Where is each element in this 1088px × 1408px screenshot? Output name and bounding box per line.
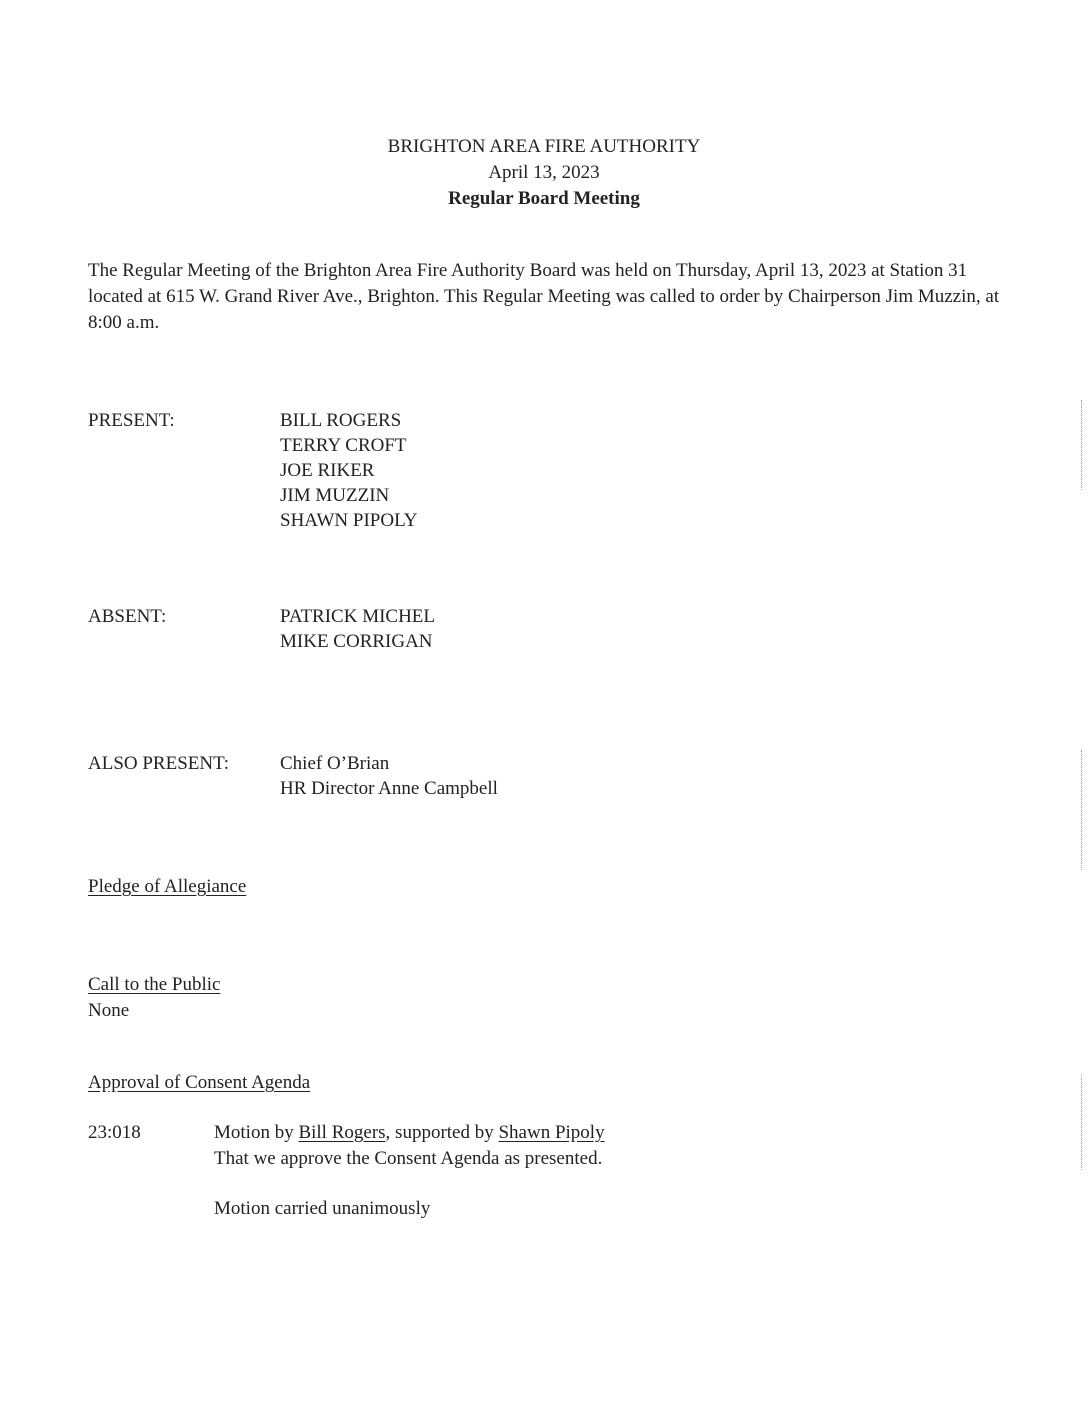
intro-paragraph: The Regular Meeting of the Brighton Area Fire Authority Board was held on Thursday, April 13, 2023 at Station 31 located at 615 W. Grand River Ave., Brighton. This Regular Meeting was called to order by Chairperson Jim Muzzin, at 8:00 a.m. [88,260,1000,333]
pledge-heading: Pledge of Allegiance [88,876,247,897]
pledge-section [88,874,246,900]
motion-prefix: Motion by [214,1122,299,1143]
also-present-name: HR Director Anne Campbell [280,778,498,799]
meeting-type: Regular Board Meeting [448,188,640,209]
scan-edge-mark [1081,1075,1084,1170]
present-names [280,408,418,533]
motion-body [214,1120,605,1222]
absent-names [280,604,435,654]
document-header [0,134,1088,212]
absent-name: MIKE CORRIGAN [280,631,433,652]
call-to-public-heading: Call to the Public [88,974,221,995]
motion-number: 23:018 [88,1122,141,1143]
motion-result: Motion carried unanimously [214,1198,431,1219]
call-to-public-section [88,972,220,1024]
also-present-name: Chief O’Brian [280,753,390,774]
motion-text: That we approve the Consent Agenda as presented. [214,1148,603,1169]
present-name: JIM MUZZIN [280,485,390,506]
motion-supporter: Shawn Pipoly [498,1122,605,1143]
present-name: JOE RIKER [280,460,375,481]
also-present-label: ALSO PRESENT: [88,753,230,774]
also-present-names [280,751,498,801]
consent-agenda-section [88,1070,310,1096]
absent-name: PATRICK MICHEL [280,606,436,627]
motion-line [214,1120,605,1146]
present-name: SHAWN PIPOLY [280,510,418,531]
call-to-public-body: None [88,1000,130,1021]
present-name: TERRY CROFT [280,435,407,456]
motion-mover: Bill Rogers [298,1122,386,1143]
meeting-date: April 13, 2023 [488,162,600,183]
present-name: BILL ROGERS [280,410,402,431]
scan-edge-mark [1081,750,1084,870]
organization-name: BRIGHTON AREA FIRE AUTHORITY [387,136,701,157]
absent-label: ABSENT: [88,606,167,627]
motion-middle: , supported by [385,1122,499,1143]
present-label: PRESENT: [88,410,175,431]
consent-agenda-heading: Approval of Consent Agenda [88,1072,311,1093]
scan-edge-mark [1081,400,1084,490]
